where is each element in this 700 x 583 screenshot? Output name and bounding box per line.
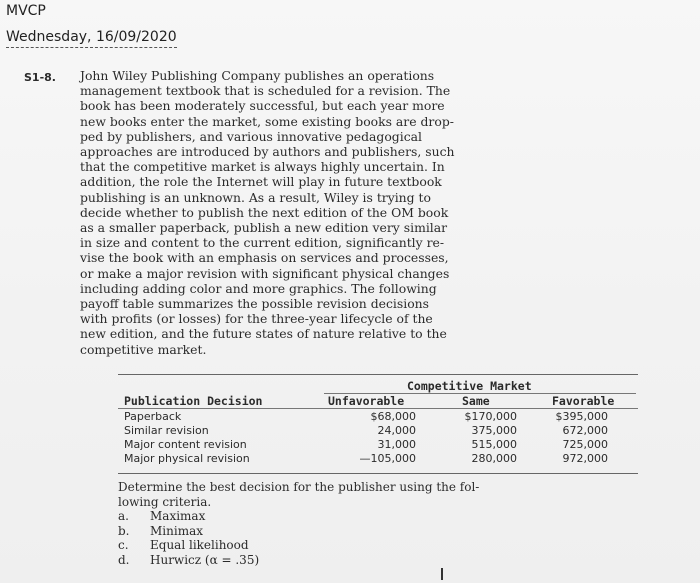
- problem-line: approaches are introduced by authors and publishers, such: [80, 144, 455, 160]
- criteria-section: [118, 480, 678, 567]
- problem-line: including adding color and more graphics. The following: [80, 280, 437, 296]
- criteria-letter: c.: [118, 538, 129, 552]
- cell-unfavorable: $68,000: [370, 410, 416, 423]
- table-top-rule: [118, 374, 638, 375]
- problem-line: or make a major revision with significant physical changes: [80, 265, 450, 281]
- cell-favorable: 672,000: [562, 424, 608, 437]
- cell-favorable: 972,000: [562, 452, 608, 465]
- table-row: [118, 438, 638, 450]
- cell-decision: Major physical revision: [124, 452, 250, 465]
- cell-favorable: $395,000: [555, 410, 608, 423]
- table-bottom-rule: [118, 473, 638, 474]
- cell-decision: Similar revision: [124, 424, 209, 437]
- col-header-favorable: Favorable: [552, 394, 615, 408]
- criteria-item: [118, 524, 678, 539]
- criteria-text: Equal likelihood: [150, 538, 249, 552]
- problem-line: payoff table summarizes the possible revision decisions: [80, 296, 429, 312]
- cell-decision: Major content revision: [124, 438, 247, 451]
- cell-same: 515,000: [471, 438, 517, 451]
- criteria-lead: [118, 480, 678, 509]
- problem-line: book has been moderately successful, but each year more: [80, 98, 445, 114]
- criteria-text: Hurwicz (α = .35): [150, 552, 260, 567]
- problem-line: decide whether to publish the next edition of the OM book: [80, 204, 449, 220]
- criteria-lead-line: Determine the best decision for the publisher using the fol-: [118, 480, 480, 494]
- problem-line: that the competitive market is always highly uncertain. In: [80, 159, 445, 175]
- table-row: [118, 452, 638, 464]
- col-header-decision: Publication Decision: [124, 394, 263, 408]
- problem-line: publishing is an unknown. As a result, Wiley is trying to: [80, 189, 431, 205]
- cell-unfavorable: 24,000: [377, 424, 416, 437]
- note-date: Wednesday, 16/09/2020: [6, 28, 177, 48]
- criteria-item: [118, 553, 678, 568]
- problem-line: John Wiley Publishing Company publishes an operations: [80, 68, 435, 83]
- table-row: [118, 424, 638, 436]
- problem-line: ped by publishers, and various innovative pedagogical: [80, 128, 422, 144]
- problem-line: new edition, and the future states of nature relative to the: [80, 326, 447, 342]
- table-row: [118, 410, 638, 422]
- criteria-letter: d.: [118, 552, 130, 567]
- problem-line: as a smaller paperback, publish a new edition very similar: [80, 220, 448, 236]
- criteria-text: Maximax: [150, 509, 206, 523]
- note-header: [0, 2, 177, 48]
- problem-text: [80, 68, 664, 357]
- cell-same: 375,000: [471, 424, 517, 437]
- problem-line: with profits (or losses) for the three-year lifecycle of the: [80, 311, 433, 327]
- criteria-letter: a.: [118, 509, 129, 523]
- cell-favorable: 725,000: [562, 438, 608, 451]
- col-header-unfavorable: Unfavorable: [328, 394, 405, 408]
- header-rule: [118, 408, 638, 409]
- criteria-lead-line: lowing criteria.: [118, 494, 212, 509]
- market-header: Competitive Market: [407, 379, 532, 393]
- criteria-item: [118, 509, 678, 524]
- note-title: MVCP: [6, 3, 46, 19]
- problem-line: competitive market.: [80, 341, 207, 357]
- problem-line: new books enter the market, some existing books are drop-: [80, 113, 454, 129]
- problem-number: S1-8.: [24, 71, 56, 84]
- problem-line: vise the book with an emphasis on services and processes,: [80, 250, 449, 266]
- problem-line: management textbook that is scheduled for a revision. The: [80, 83, 451, 99]
- criteria-text: Minimax: [150, 523, 203, 538]
- cell-unfavorable: 31,000: [377, 438, 416, 451]
- problem-line: addition, the role the Internet will play in future textbook: [80, 174, 442, 190]
- cell-same: 280,000: [471, 452, 517, 465]
- criteria-list: [118, 509, 678, 567]
- criteria-letter: b.: [118, 523, 130, 538]
- cell-same: $170,000: [464, 410, 517, 423]
- criteria-item: [118, 538, 678, 553]
- cell-unfavorable: —105,000: [359, 452, 416, 465]
- problem-line: in size and content to the current edition, significantly re-: [80, 235, 445, 251]
- pen-mark: [441, 568, 443, 580]
- cell-decision: Paperback: [124, 410, 182, 423]
- col-header-same: Same: [462, 394, 490, 408]
